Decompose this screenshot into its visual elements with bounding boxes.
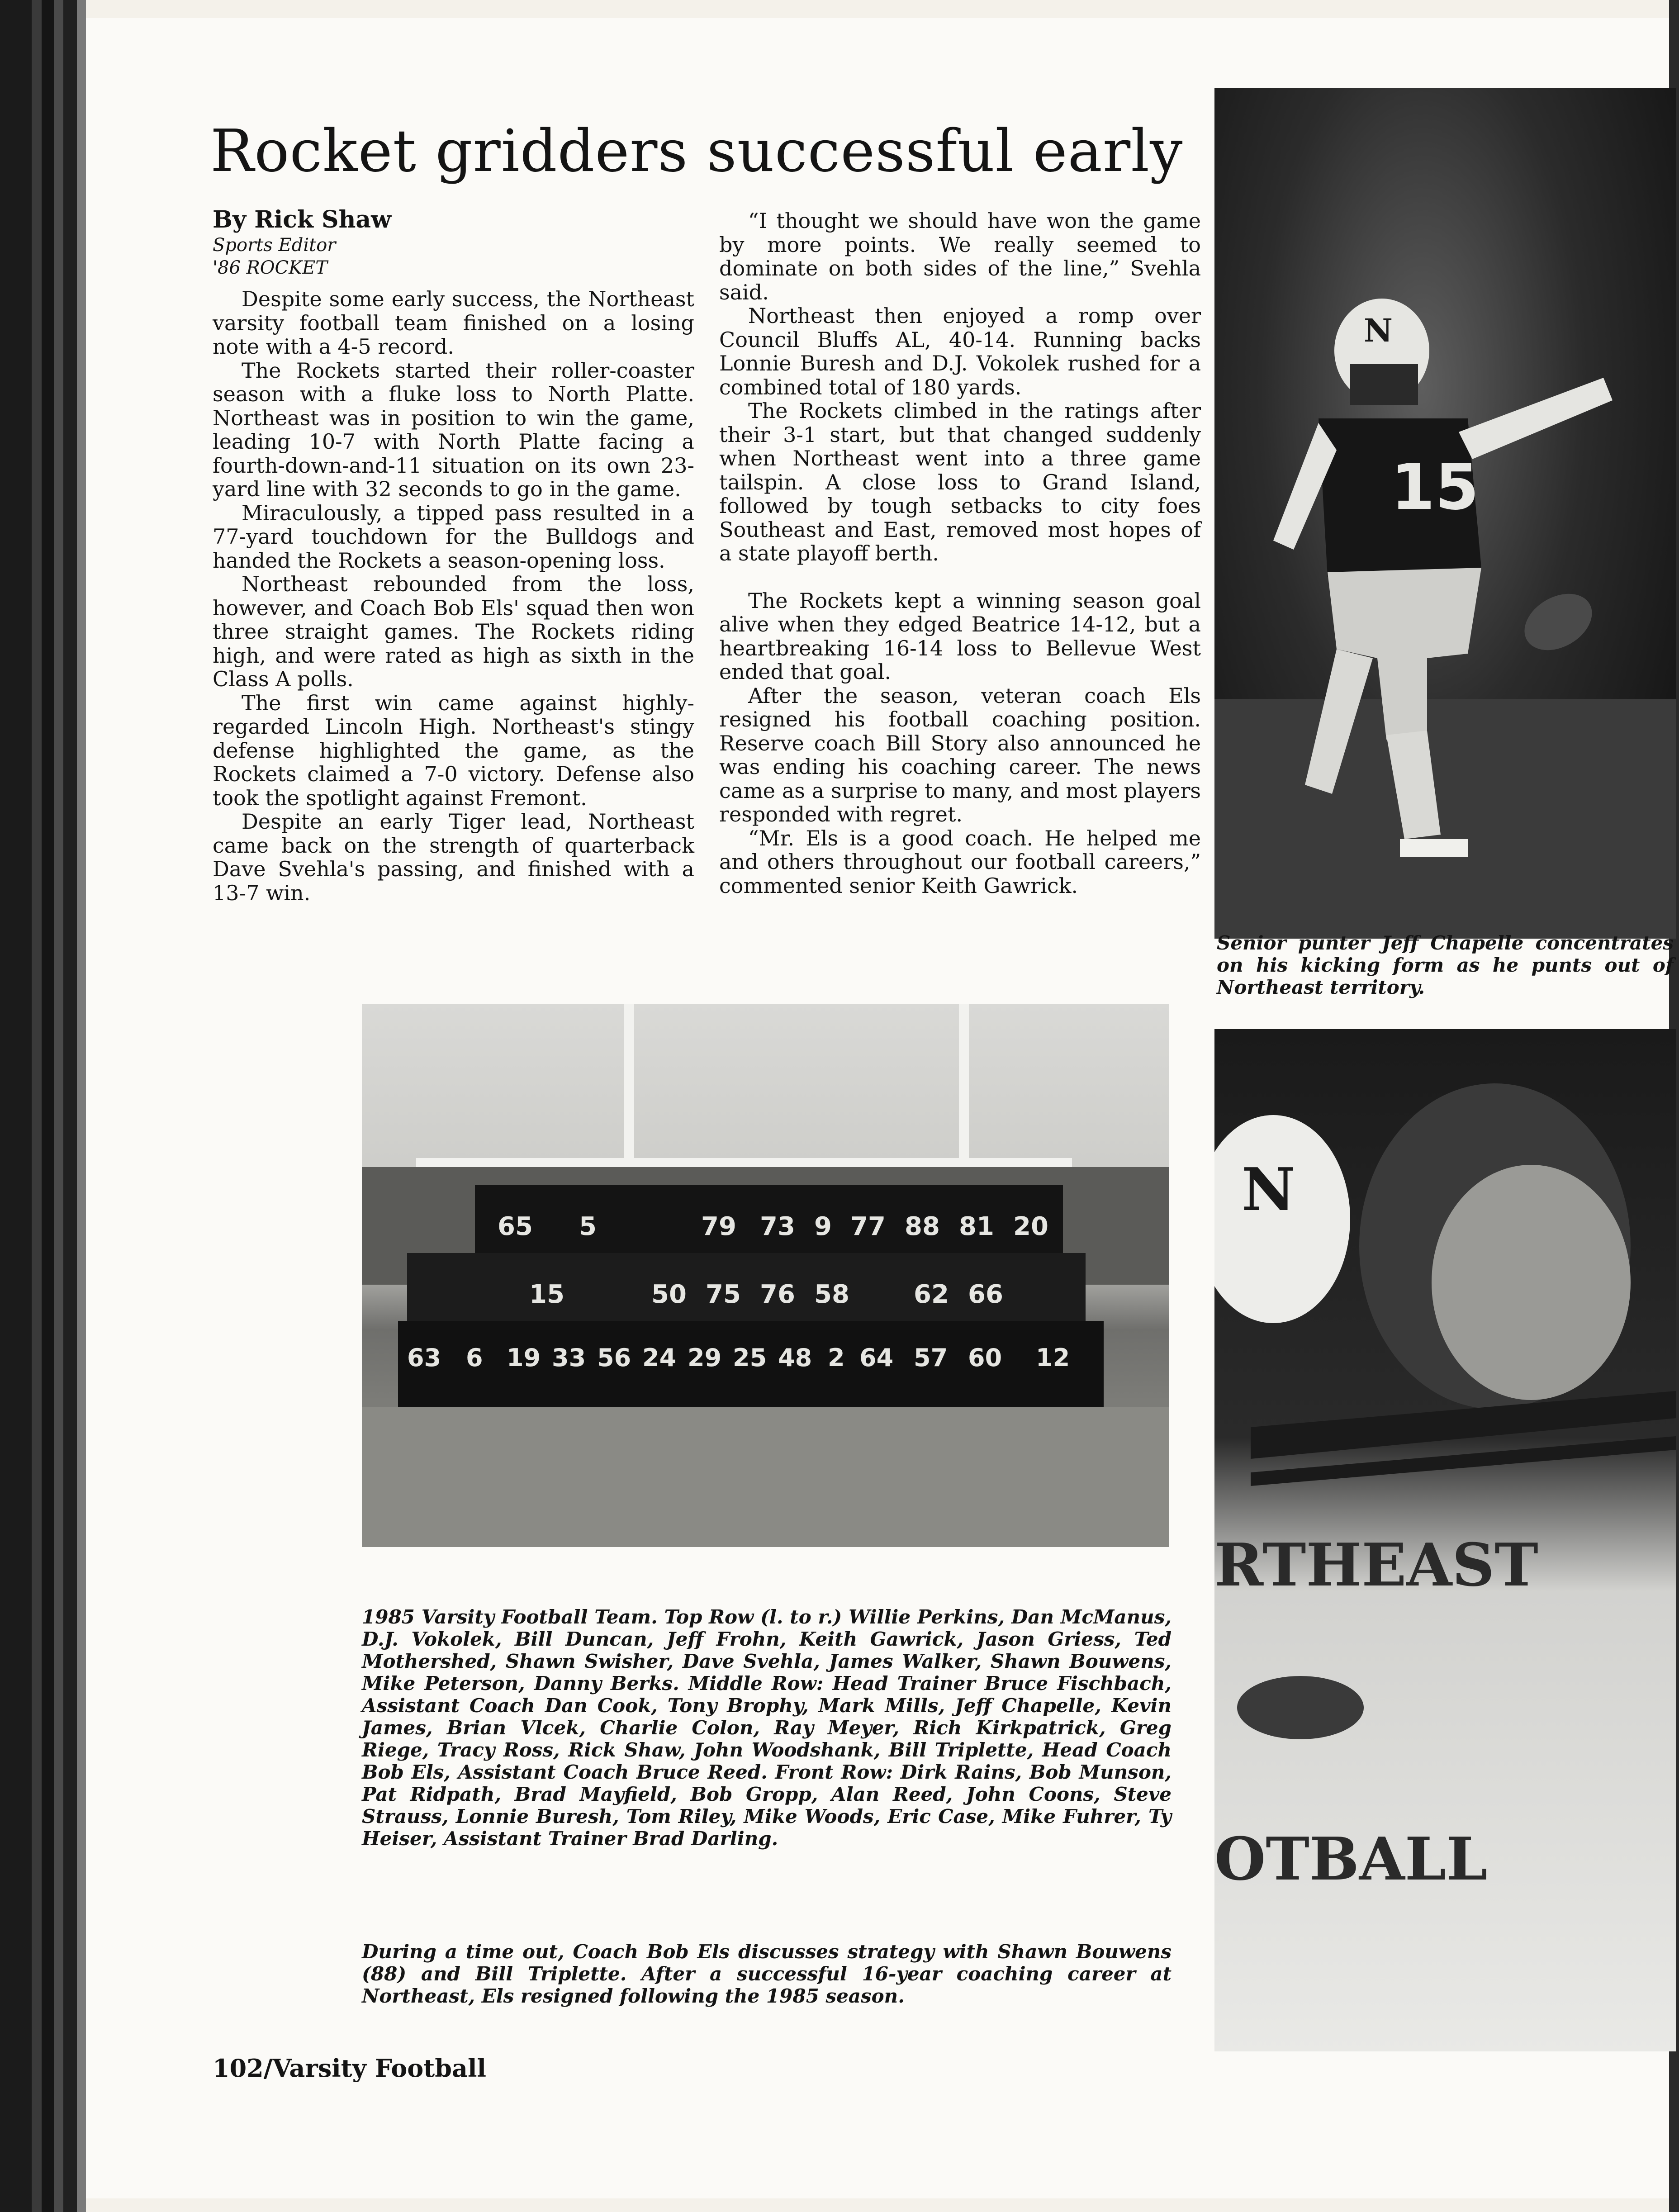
- jersey-number: 88: [905, 1212, 940, 1241]
- byline-role: Sports Editor: [213, 235, 336, 256]
- cleat: [1400, 839, 1468, 857]
- article-paragraph: Miraculously, a tipped pass resulted in a 77-yard touchdown for the Bulldogs and handed the Rockets a season-opening loss.: [213, 500, 694, 573]
- field-ground: [1214, 699, 1676, 939]
- jersey-number: 5: [579, 1212, 597, 1241]
- jersey-number: 62: [914, 1280, 949, 1309]
- punter-caption: Senior punter Jeff Chapelle concentrates on his kicking form as he punts out of Northeast territory.: [1217, 932, 1674, 998]
- punter-illustration: [1214, 88, 1676, 939]
- jersey-number: 77: [850, 1212, 886, 1241]
- right-arm: [1459, 378, 1613, 459]
- article-paragraph: The Rockets kept a winning season goal alive when they edged Beatrice 14-12, but a heartbreaking 16-14 loss to Bellevue West ended that goal.: [719, 588, 1201, 684]
- article-paragraph: Northeast then enjoyed a romp over Council Bluffs AL, 40-14. Running backs Lonnie Buresh and D.J. Vokolek rushed for a combined total of 180 yards.: [719, 304, 1201, 399]
- jersey-number: 6: [466, 1343, 483, 1372]
- jersey-number: 24: [642, 1343, 677, 1372]
- page-folio: 102/Varsity Football: [213, 2054, 486, 2083]
- article-paragraph: The Rockets started their roller-coaster season with a fluke loss to North Platte. Northeast was in position to win the game, leading 10-7 with North Platte facing a fourth-down-and-11 situation on its own 23-yard line with 32 seconds to go in the game.: [213, 358, 694, 501]
- jersey-number: 12: [1036, 1343, 1070, 1372]
- jacket-lettering-top: RTHEAST: [1214, 1530, 1538, 1600]
- jersey-number: 33: [552, 1343, 586, 1372]
- jersey-number: 57: [914, 1343, 948, 1372]
- jersey-number: 56: [597, 1343, 631, 1372]
- article-paragraph: The Rockets climbed in the ratings after their 3-1 start, but that changed suddenly when Northeast went into a three game tailspin. A close loss to Grand Island, followed by tough setbacks to city foes Southeast and East, removed most hopes of a state playoff berth.: [719, 399, 1201, 565]
- coach-illustration: [1214, 1029, 1676, 2051]
- jersey-number: 73: [760, 1212, 795, 1241]
- jersey-number: 81: [959, 1212, 994, 1241]
- goal-crossbar: [416, 1158, 1072, 1168]
- jersey-number: 60: [968, 1343, 1002, 1372]
- jersey-number: 65: [498, 1212, 533, 1241]
- jersey-number: 75: [706, 1280, 741, 1309]
- football: [1514, 582, 1602, 661]
- team-photo: [362, 1004, 1169, 1547]
- article-paragraph: The first win came against highly-regarded Lincoln High. Northeast's stingy defense highlighted the game, as the Rockets claimed a 7-0 victory. Defense also took the spotlight against Fremont.: [213, 690, 694, 810]
- helmet-letter: N: [1364, 312, 1393, 349]
- byline: [213, 206, 710, 279]
- jersey-number: 15: [1391, 451, 1479, 524]
- jersey-number: 2: [828, 1343, 845, 1372]
- jersey-number: 64: [859, 1343, 894, 1372]
- byline-author: By Rick Shaw: [213, 206, 391, 233]
- face-mask: [1350, 364, 1418, 405]
- jersey-number: 76: [760, 1280, 795, 1309]
- team-caption: 1985 Varsity Football Team. Top Row (l. to r.) Willie Perkins, Dan McManus, D.J. Vokolek, Bill Duncan, Jeff Frohn, Keith Gawrick, Jason Griess, Ted Mothershed, Shawn Swisher, Dave Svehla, James Walker, Shawn Bouwens, Mike Peterson, Danny Berks. Middle Row: Head Trainer Bruce Fischbach, Assistant Coach Dan Cook, Tony Brophy, Mark Mills, Jeff Chapelle, Kevin James, Brian Vlcek, Charlie Colon, Ray Meyer, Rich Kirkpatrick, Greg Riege, Tracy Ross, Rick Shaw, John Woodshank, Bill Triplette, Head Coach Bob Els, Assistant Coach Bruce Reed. Front Row: Dirk Rains, Bob Munson, Pat Ridpath, Brad Mayfield, Bob Gropp, Alan Reed, John Coons, Steve Strauss, Lonnie Buresh, Tom Riley, Mike Woods, Eric Case, Mike Fuhrer, Ty Heiser, Assistant Trainer Brad Darling.: [362, 1606, 1172, 1850]
- football-emblem: [1237, 1676, 1364, 1739]
- goal-post-left: [624, 1004, 634, 1167]
- jacket-lettering-bottom: OTBALL: [1214, 1824, 1488, 1894]
- jersey-number: 15: [529, 1280, 564, 1309]
- headline: Rocket gridders successful early: [210, 118, 1183, 185]
- jersey-number: 63: [407, 1343, 441, 1372]
- jersey-number: 19: [507, 1343, 541, 1372]
- jersey-number: 48: [778, 1343, 812, 1372]
- punter-photo: [1214, 88, 1676, 939]
- jersey-number: 9: [814, 1212, 832, 1241]
- jersey-number: 29: [688, 1343, 722, 1372]
- helmet-letter: N: [1242, 1155, 1295, 1224]
- jersey-number: 58: [814, 1280, 849, 1309]
- coach-face: [1432, 1165, 1631, 1400]
- article-paragraph: After the season, veteran coach Els resigned his football coaching position. Reserve coach Bill Story also announced he was ending his coaching career. The news came as a surprise to many, and most players responded with regret.: [719, 683, 1201, 826]
- coach-caption: During a time out, Coach Bob Els discusses strategy with Shawn Bouwens (88) and Bill Triplette. After a successful 16-year coaching career at Northeast, Els resigned following the 1985 season.: [362, 1941, 1172, 2007]
- article-paragraph: Northeast rebounded from the loss, however, and Coach Bob Els' squad then won three straight games. The Rockets riding high, and were rated as high as sixth in the Class A polls.: [213, 572, 694, 691]
- jersey-number: 66: [968, 1280, 1003, 1309]
- coach-photo: [1214, 1029, 1676, 2051]
- article-paragraph: “Mr. Els is a good coach. He helped me and others throughout our football careers,” commented senior Keith Gawrick.: [719, 826, 1201, 898]
- article-column-1: [213, 287, 694, 905]
- team-illustration: [362, 1004, 1169, 1547]
- jersey-number: 20: [1013, 1212, 1048, 1241]
- byline-publication: '86 ROCKET: [213, 257, 327, 278]
- article-paragraph: “I thought we should have won the game by more points. We really seemed to dominate on both sides of the line,” Svehla said.: [719, 209, 1201, 304]
- jersey-number: 50: [651, 1280, 687, 1309]
- article-column-2: [719, 209, 1201, 897]
- jersey-number: 79: [701, 1212, 736, 1241]
- jersey-number: 25: [733, 1343, 767, 1372]
- grass-field: [362, 1407, 1169, 1547]
- article-paragraph: Despite some early success, the Northeast varsity football team finished on a losing note with a 4-5 record.: [213, 287, 694, 359]
- book-binding: [0, 0, 86, 2212]
- article-paragraph: Despite an early Tiger lead, Northeast came back on the strength of quarterback Dave Svehla's passing, and finished with a 13-7 win.: [213, 809, 694, 905]
- goal-post-right: [959, 1004, 969, 1167]
